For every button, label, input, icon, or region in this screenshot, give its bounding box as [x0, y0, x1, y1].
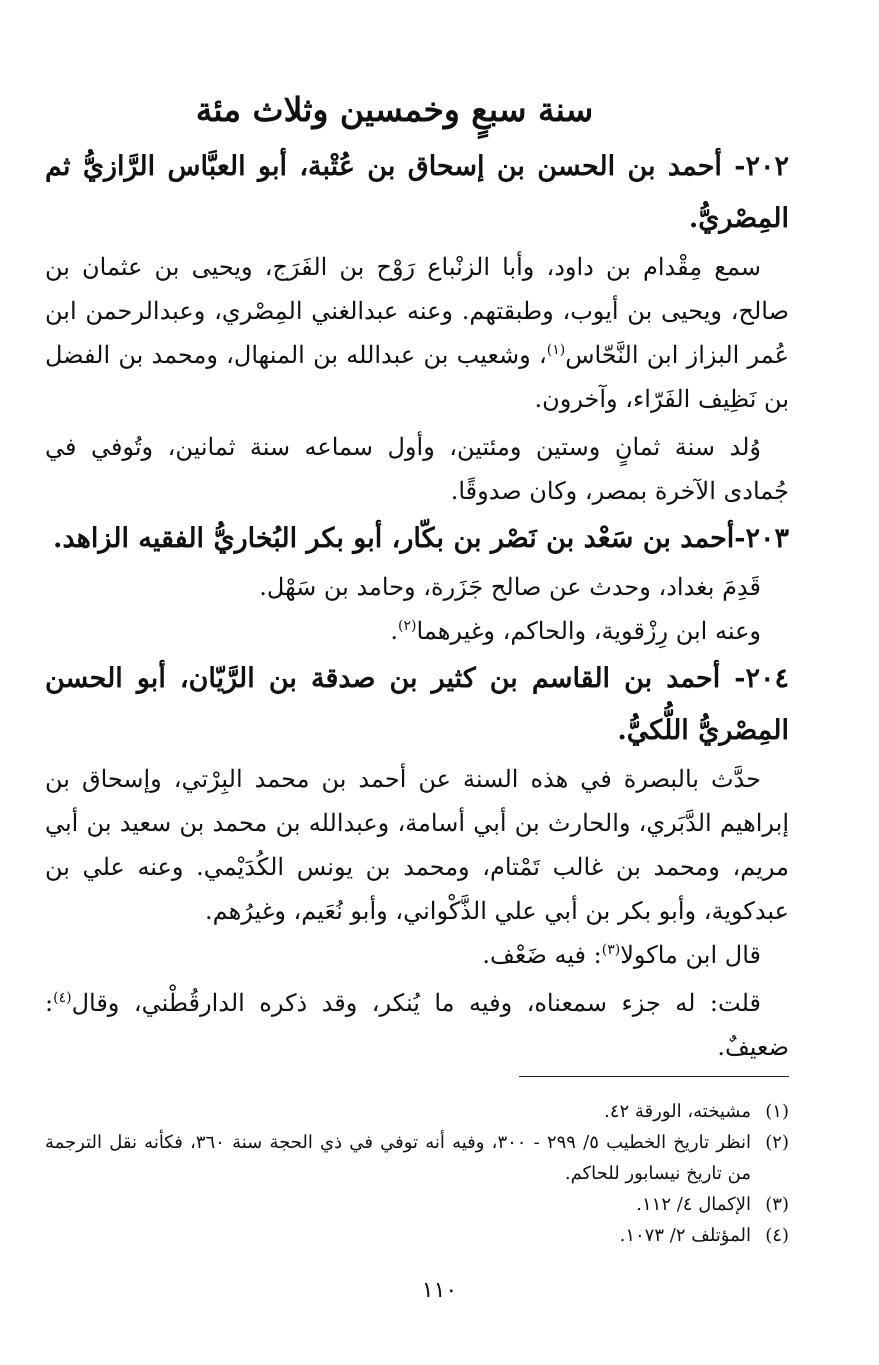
entry-heading: ٢٠٤- أحمد بن القاسم بن كثير بن صدقة بن الرَّيّان، أبو الحسن المِصْريُّ اللُّكيُّ.: [45, 663, 789, 746]
footnotes: [45, 1096, 789, 1251]
entry-paragraph: [45, 425, 789, 513]
entry-202: [45, 141, 789, 513]
footnote-number: (٣): [765, 1194, 789, 1215]
footnote-number: (٢): [765, 1132, 789, 1153]
footnote-number: (٤): [765, 1225, 789, 1246]
footnote-text: المؤتلف ٢/ ١٠٧٣.: [619, 1225, 751, 1246]
paragraph-text: قلت: له جزء سمعناه، وفيه ما يُنكر، وقد ذكره الدارقُطْني، وقال: [71, 989, 761, 1017]
footnote-number: (١): [765, 1101, 789, 1122]
entry-paragraph: [45, 565, 789, 609]
footnote: [45, 1127, 789, 1189]
paragraph-text: قَدِمَ بغداد، وحدث عن صالح جَزَرة، وحامد بن سَهْل.: [259, 573, 761, 601]
paragraph-text: : فيه ضَعْف.: [482, 941, 602, 969]
entry-heading: ٢٠٣-أحمد بن سَعْد بن نَصْر بن بكّار، أبو بكر البُخاريُّ الفقيه الزاهد.: [53, 523, 789, 554]
entry-paragraph: [45, 981, 789, 1069]
footnote: [45, 1189, 789, 1220]
entry-paragraph: [45, 757, 789, 933]
entry-paragraph: [45, 933, 789, 977]
footnote-text: انظر تاريخ الخطيب ٥/ ٢٩٩ - ٣٠٠، وفيه أنه توفي في ذي الحجة سنة ٣٦٠، فكأنه نقل الترجمة من تاريخ نيسابور للحاكم.: [45, 1132, 752, 1184]
footnote: [45, 1220, 789, 1251]
footnote-ref: (٣): [601, 942, 621, 958]
entry-heading: ٢٠٢- أحمد بن الحسن بن إسحاق بن عُتْبة، أبو العبَّاس الرَّازيُّ ثم المِصْريُّ.: [45, 151, 789, 234]
paragraph-text: سمع مِقْدام بن داود، وأبا الزنْباع رَوْح بن الفَرَج، ويحيى بن عثمان بن صالح، ويحيى بن أيوب، وطبقتهم. وعنه عبدالغني المِصْري، وعبدالرحمن ابن عُمر البزاز ابن النَّحّاس: [45, 253, 789, 369]
footnote-text: الإكمال ٤/ ١١٢.: [636, 1194, 751, 1215]
paragraph-text: قال ابن ماكولا: [620, 941, 761, 969]
footnote: [45, 1096, 789, 1127]
entry-paragraph: [45, 245, 789, 421]
footnote-divider: [519, 1076, 789, 1077]
entry-203: [45, 513, 789, 653]
year-heading: سنة سبعٍ وخمسين وثلاث مئة: [195, 90, 594, 129]
paragraph-text: ، وشعيب بن عبدالله بن المنهال، ومحمد بن الفضل بن نَظِيف الفَرّاء، وآخرون.: [45, 341, 789, 413]
paragraph-text: حدَّث بالبصرة في هذه السنة عن أحمد بن محمد البِرْتي، وإسحاق بن إبراهيم الدَّبَري، والحارث بن أبي أسامة، وعبدالله بن محمد بن سعيد بن أبي مريم، ومحمد بن غالب تَمْتام، ومحمد بن يونس الكُدَيْمي. وعنه علي بن عبدكوية، وأبو بكر بن أبي علي الذَّكْواني، وأبو نُعَيم، وغيرُهم.: [45, 765, 789, 925]
footnote-ref: (٢): [398, 618, 417, 634]
footnote-text: مشيخته، الورقة ٤٢.: [604, 1101, 751, 1122]
page-number: ١١٠: [421, 1278, 458, 1303]
paragraph-text: : ضعيفٌ.: [45, 989, 789, 1061]
entry-204: [45, 653, 789, 1069]
paragraph-text: وُلد سنة ثمانٍ وستين ومئتين، وأول سماعه سنة ثمانين، وتُوفي في جُمادى الآخرة بمصر، وكان صدوقًا.: [45, 433, 789, 505]
paragraph-text: وعنه ابن رِزْقوية، والحاكم، وغيرهما: [416, 617, 761, 645]
entry-paragraph: [45, 609, 789, 653]
footnote-ref: (٤): [53, 990, 72, 1006]
paragraph-text: .: [390, 617, 399, 645]
footnote-ref: (١): [546, 342, 566, 358]
